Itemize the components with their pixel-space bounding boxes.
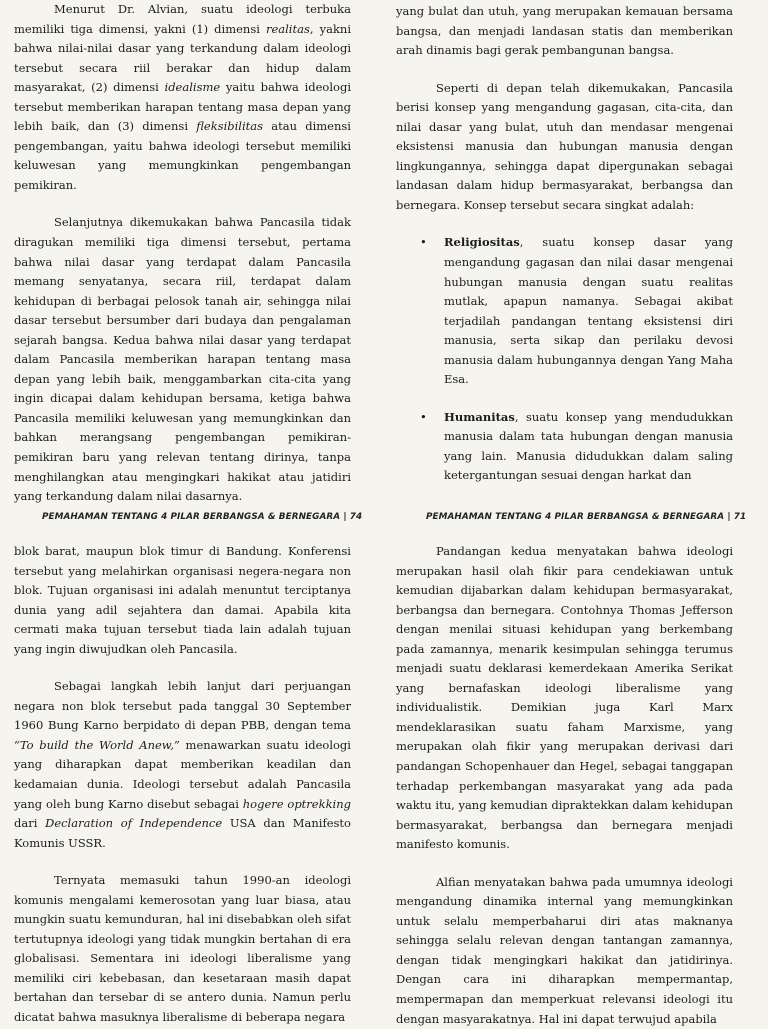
paragraph-pancasila-three-dimensions: Selanjutnya dikemukakan bahwa Pancasila tidak diragukan memiliki tiga dimensi tersebut, pertama bahwa nilai dasar yang terdapat dalam Pancasila memang senyatanya, secara riil, terdapat dalam kehidupan di berbagai pelosok tanah air, sehingga nilai dasar tersebut bersumber dari budaya dan pengalaman sejarah bangsa. Kedua bahwa nilai dasar yang terdapat dalam Pancasila memberikan harapan tentang masa depan yang lebih baik, menggambarkan cita-cita yang ingin dicapai dalam kehidupan bersama, ketiga bahwa Pancasila memiliki keluwesan yang memungkinkan dan bahkan merangsang pengembangan pemikiran-pemikiran baru yang relevan tentang dirinya, tanpa menghilangkan atau mengingkari hakikat atau jatidiri yang terkandung dalam nilai dasarnya. xyxy=(14,215,351,504)
paragraph-continuation: yang bulat dan utuh, yang merupakan kemauan bersama bangsa, dan menjadi landasan statis dan memberikan arah dinamis bagi gerak pembangunan bangsa. xyxy=(396,4,733,58)
paragraph-bung-karno-speech: Sebagai langkah lebih lanjut dari perjuangan negara non blok tersebut pada tanggal 30 September 1960 Bung Karno berpidato di depan PBB, dengan tema “To build the World Anew,” menawarkan suatu ideologi yang diharapkan dapat memberikan keadilan dan kedamaian dunia. Ideologi tersebut adalah Pancasila yang oleh bung Karno disebut sebagai hogere optrekking dari Declaration of Independence USA dan Manifesto Komunis USSR. xyxy=(14,679,351,850)
list-item-humanitas: • Humanitas, suatu konsep yang mendudukkan manusia dalam tata hubungan dengan manusia yang lain. Manusia didudukkan dalam saling ketergantungan sesuai dengan harkat dan xyxy=(420,409,733,483)
page-footer-71: PEMAHAMAN TENTANG 4 PILAR BERBANGSA & BERNEGARA | 71 xyxy=(426,512,747,522)
list-item-religiositas: • Religiositas, suatu konsep dasar yang mengandung gagasan dan nilai dasar mengenai hubungan manusia dengan suatu realitas mutlak, apapun namanya. Sebagai akibat terjadilah pandangan tentang eksistensi diri manusia, serta sikap dan perilaku devosi manusia dalam hubungannya dengan Yang Maha Esa. xyxy=(420,235,733,387)
paragraph-non-bloc: blok barat, maupun blok timur di Bandung. Konferensi tersebut yang melahirkan organisasi negera-negara non blok. Tujuan organisasi ini adalah menuntut terciptanya dunia yang adil sejahtera dan damai. Apabila kita cermati maka tujuan tersebut tiada lain adalah tujuan yang ingin diwujudkan oleh Pancasila. xyxy=(14,544,351,656)
paragraph-alvian-dimensions: Menurut Dr. Alvian, suatu ideologi terbuka memiliki tiga dimensi, yakni (1) dimensi realitas, yakni bahwa nilai-nilai dasar yang terkandung dalam ideologi tersebut secara riil berakar dan hidup dalam masyarakat, (2) dimensi idealisme yaitu bahwa ideologi tersebut memberikan harapan tentang masa depan yang lebih baik, dan (3) dimensi fleksibilitas atau dimensi pengembangan, yaitu bahwa ideologi tersebut memiliki keluwesan yang memungkinkan pengembangan pemikiran. xyxy=(14,2,351,192)
paragraph-alfian-dynamics: Alfian menyatakan bahwa pada umumnya ideologi mengandung dinamika internal yang memungkinkan untuk selalu memperbaharui diri atas maknanya sehingga selalu relevan dengan tantangan zamannya, dengan tidak mengingkari hakikat dan jatidirinya. Dengan cara ini diharapkan mempermantap, mempermapan dan memperkuat relevansi ideologi itu dengan masyarakatnya. Hal ini dapat terwujud apabila xyxy=(396,874,733,1026)
bottom-right-page-text xyxy=(396,542,733,1029)
paragraph-1990-communism: Ternyata memasuki tahun 1990-an ideologi komunis mengalami kemerosotan yang luar biasa, atau mungkin suatu kemunduran, hal ini disebabkan oleh sifat tertutupnya ideologi yang tidak mungkin bertahan di era globalisasi. Sementara ini ideologi liberalisme yang memiliki ciri kebebasan, dan kesetaraan masih dapat bertahan dan tersebar di se antero dunia. Namun perlu dicatat bahwa masuknya liberalisme di beberapa negara xyxy=(14,873,351,1025)
page-footer-74: PEMAHAMAN TENTANG 4 PILAR BERBANGSA & BERNEGARA | 74 xyxy=(42,512,363,522)
paragraph-pancasila-concepts: Seperti di depan telah dikemukakan, Pancasila berisi konsep yang mengandung gagasan, cita-cita, dan nilai dasar yang bulat, utuh dan mendasar mengenai eksistensi manusia dan hubungan manusia dengan lingkungannya, sehingga dapat dipergunakan sebagai landasan dalam hidup bermasyarakat, berbangsa dan bernegara. Konsep tersebut secara singkat adalah: xyxy=(396,80,733,212)
paragraph-second-view: Pandangan kedua menyatakan bahwa ideologi merupakan hasil olah fikir para cendekiawan untuk kemudian dijabarkan dalam kehidupan bermasyarakat, berbangsa dan bernegara. Contohnya Thomas Jefferson dengan menilai situasi kehidupan yang berkembang pada zamannya, menarik kesimpulan sehingga terumus menjadi suatu deklarasi kemerdekaan Amerika Serikat yang bernafaskan ideologi liberalisme yang individualistik. Demikian juga Karl Marx mendeklarasikan suatu faham Marxisme, yang merupakan olah fikir yang merupakan derivasi dari pandangan Schopenhauer dan Hegel, sebagai tanggapan terhadap perkembangan masyarakat yang ada pada waktu itu, yang kemudian dipraktekkan dalam kehidupan bermasyarakat, berbangsa dan bernegara menjadi manifesto komunis. xyxy=(396,544,733,852)
top-right-page-text xyxy=(396,2,733,486)
bullet-icon: • xyxy=(420,235,427,250)
top-left-page-text xyxy=(14,0,351,507)
bullet-icon: • xyxy=(420,409,427,424)
bottom-left-page-text xyxy=(14,542,351,1028)
